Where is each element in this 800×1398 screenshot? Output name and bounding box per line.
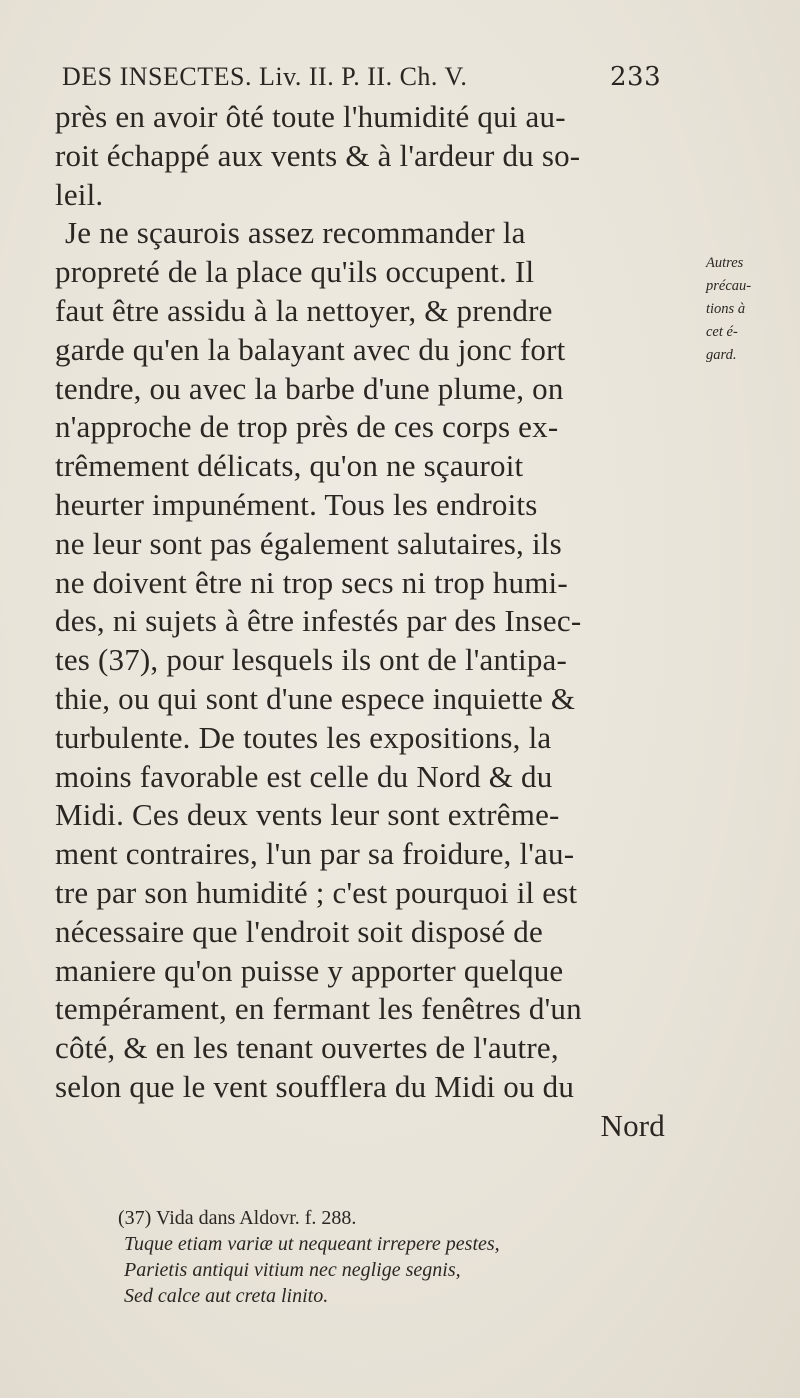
- text-line: thie, ou qui sont d'une espece inquiette &: [55, 680, 576, 716]
- text-line: tendre, ou avec la barbe d'une plume, on: [55, 370, 564, 406]
- text-line: Midi. Ces deux vents leur sont extrême-: [55, 797, 560, 833]
- text-line: garde qu'en la balayant avec du jonc fort: [55, 331, 566, 367]
- catchword: Nord: [600, 1107, 665, 1143]
- text-line: ne leur sont pas également salutaires, ils: [55, 525, 562, 561]
- text-line: des, ni sujets à être infestés par des Insec-: [55, 603, 582, 639]
- text-line: leil.: [55, 176, 104, 212]
- text-line: turbulente. De toutes les expositions, la: [55, 719, 552, 755]
- text-line: tes (37), pour lesquels ils ont de l'antipa-: [55, 642, 568, 678]
- margin-note: [706, 252, 796, 367]
- text-line: ment contraires, l'un par sa froidure, l'au-: [55, 836, 575, 872]
- footnote: [118, 1205, 718, 1309]
- main-text-block: [55, 98, 675, 1146]
- margin-note-line: gard.: [706, 347, 737, 363]
- text-line: tempérament, en fermant les fenêtres d'un: [55, 991, 582, 1027]
- text-line: nécessaire que l'endroit soit disposé de: [55, 913, 543, 949]
- text-line: tre par son humidité ; c'est pourquoi il est: [55, 874, 578, 910]
- text-line: heurter impunément. Tous les endroits: [55, 486, 538, 522]
- footnote-quote-line: Parietis antiqui vitium nec neglige segnis,: [124, 1259, 461, 1281]
- text-line: côté, & en les tenant ouvertes de l'autre,: [55, 1030, 559, 1066]
- text-line: propreté de la place qu'ils occupent. Il: [55, 254, 535, 290]
- footnote-quote-line: Sed calce aut creta linito.: [124, 1285, 329, 1307]
- margin-note-line: cet é-: [706, 324, 738, 340]
- text-line: maniere qu'on puisse y apporter quelque: [55, 952, 564, 988]
- text-line: roit échappé aux vents & à l'ardeur du so-: [55, 137, 581, 173]
- page-number: 233: [610, 62, 662, 92]
- footnote-quote-line: Tuque etiam variæ ut nequeant irrepere pestes,: [124, 1233, 500, 1255]
- margin-note-line: précau-: [706, 278, 752, 294]
- text-line: faut être assidu à la nettoyer, & prendre: [55, 292, 553, 328]
- footnote-reference: (37) Vida dans Aldovr. f. 288.: [118, 1207, 357, 1229]
- running-title: DES INSECTES. Liv. II. P. II. Ch. V.: [62, 62, 468, 91]
- text-line: selon que le vent soufflera du Midi ou du: [55, 1068, 575, 1104]
- margin-note-line: tions à: [706, 301, 746, 317]
- text-line: n'approche de trop près de ces corps ex-: [55, 409, 559, 445]
- running-header: [62, 62, 662, 102]
- text-line: moins favorable est celle du Nord & du: [55, 758, 553, 794]
- text-line: près en avoir ôté toute l'humidité qui au-: [55, 99, 566, 134]
- text-line: ne doivent être ni trop secs ni trop humi-: [55, 564, 568, 600]
- margin-note-line: Autres: [706, 255, 744, 271]
- text-line: Je ne sçaurois assez recommander la: [65, 215, 526, 251]
- text-line: trêmement délicats, qu'on ne sçauroit: [55, 448, 524, 484]
